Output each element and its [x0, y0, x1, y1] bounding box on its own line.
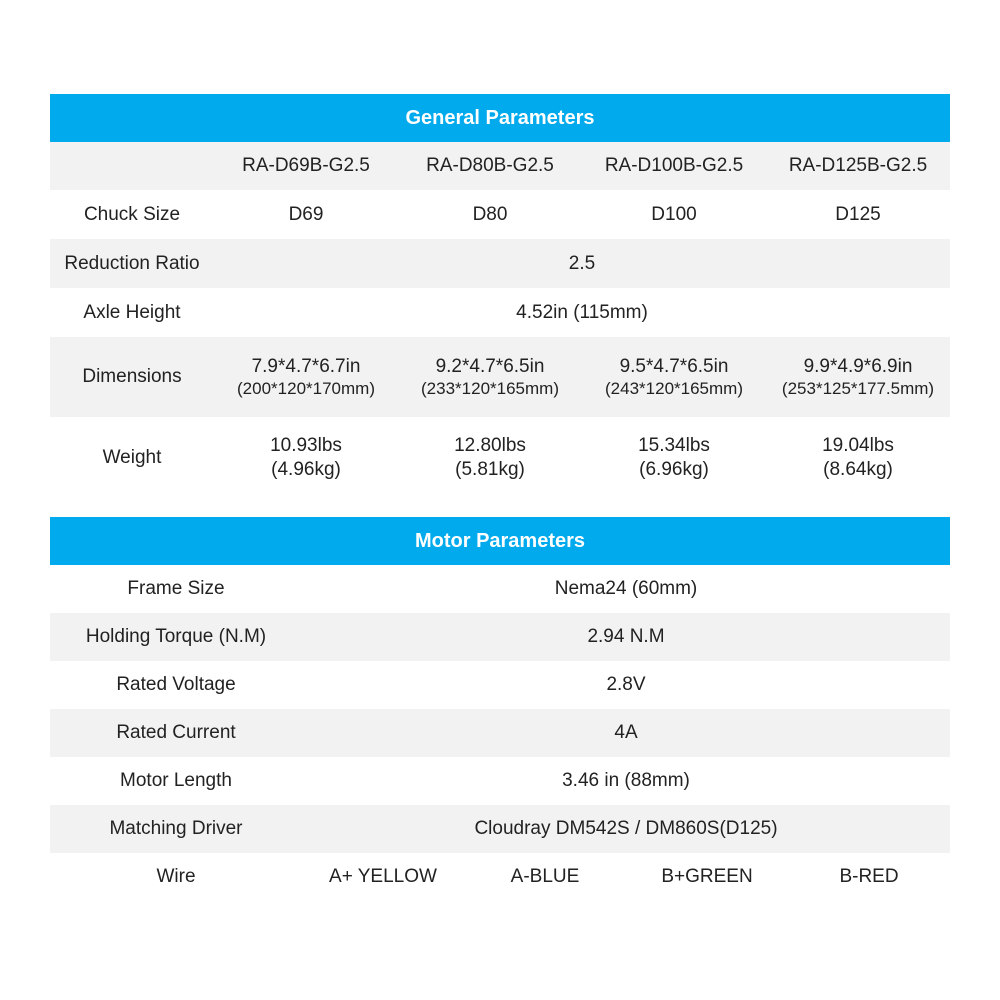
- reduction-ratio-row: [50, 239, 950, 288]
- matching-driver-row: [50, 805, 950, 853]
- motor-length-label: Motor Length: [120, 770, 232, 792]
- model-name: RA-D80B-G2.5: [426, 155, 554, 177]
- rated-current-row: [50, 709, 950, 757]
- chuck-size-value: D125: [835, 203, 881, 225]
- dimensions-label: Dimensions: [82, 366, 182, 388]
- holding-torque-label: Holding Torque (N.M): [85, 626, 267, 648]
- weight-value: [582, 434, 766, 482]
- rated-current-value: 4A: [614, 722, 638, 744]
- dimensions-value: [766, 355, 950, 400]
- weight-value: [766, 434, 950, 482]
- frame-size-row: [50, 565, 950, 613]
- wire-value: A-BLUE: [510, 866, 580, 888]
- weight-lbs: 12.80lbs: [454, 435, 526, 457]
- dimensions-inches: 7.9*4.7*6.7in: [251, 355, 361, 377]
- chuck-size-value: D69: [288, 203, 324, 225]
- wire-row: [50, 853, 950, 901]
- general-parameters-table: [50, 94, 950, 499]
- dimensions-mm: (253*125*177.5mm): [781, 379, 935, 399]
- dimensions-mm: (233*120*165mm): [421, 379, 559, 399]
- holding-torque-value: 2.94 N.M: [587, 626, 665, 648]
- weight-kg: (5.81kg): [455, 459, 525, 480]
- general-parameters-header: [50, 94, 950, 142]
- wire-value: A+ YELLOW: [329, 866, 437, 888]
- dimensions-inches: 9.9*4.9*6.9in: [803, 355, 913, 377]
- model-name: RA-D100B-G2.5: [604, 155, 744, 177]
- rated-voltage-row: [50, 661, 950, 709]
- dimensions-value: [398, 355, 582, 400]
- weight-lbs: 10.93lbs: [270, 435, 342, 457]
- dimensions-row: [50, 337, 950, 417]
- matching-driver-label: Matching Driver: [109, 818, 243, 840]
- dimensions-value: [582, 355, 766, 400]
- wire-value: B-RED: [839, 866, 899, 888]
- chuck-size-value: D100: [651, 203, 697, 225]
- motor-parameters-table: [50, 517, 950, 901]
- dimensions-inches: 9.2*4.7*6.5in: [435, 355, 545, 377]
- dimensions-mm: (243*120*165mm): [605, 379, 743, 399]
- general-parameters-title: General Parameters: [405, 106, 595, 129]
- reduction-ratio-label: Reduction Ratio: [64, 252, 200, 274]
- weight-kg: (6.96kg): [639, 459, 709, 480]
- weight-kg: (4.96kg): [271, 459, 341, 480]
- weight-label: Weight: [102, 447, 162, 469]
- dimensions-mm: (200*120*170mm): [237, 379, 375, 399]
- weight-value: [398, 434, 582, 482]
- weight-row: [50, 417, 950, 499]
- weight-lbs: 19.04lbs: [822, 435, 894, 457]
- model-name: RA-D125B-G2.5: [788, 155, 928, 177]
- motor-parameters-title: Motor Parameters: [414, 529, 586, 552]
- weight-value: [214, 434, 398, 482]
- reduction-ratio-value: 2.5: [568, 252, 596, 274]
- matching-driver-value: Cloudray DM542S / DM860S(D125): [474, 818, 778, 840]
- wire-label: Wire: [156, 866, 196, 888]
- rated-voltage-label: Rated Voltage: [116, 674, 236, 696]
- weight-lbs: 15.34lbs: [638, 435, 710, 457]
- axle-height-row: [50, 288, 950, 337]
- motor-parameters-header: [50, 517, 950, 565]
- frame-size-value: Nema24 (60mm): [554, 578, 698, 600]
- chuck-size-label: Chuck Size: [83, 203, 181, 225]
- dimensions-value: [214, 355, 398, 400]
- chuck-size-value: D80: [472, 203, 508, 225]
- axle-height-value: 4.52in (115mm): [516, 301, 648, 323]
- rated-current-label: Rated Current: [116, 722, 236, 744]
- axle-height-label: Axle Height: [83, 301, 181, 323]
- motor-length-row: [50, 757, 950, 805]
- model-name: RA-D69B-G2.5: [242, 155, 370, 177]
- frame-size-label: Frame Size: [127, 578, 225, 600]
- dimensions-inches: 9.5*4.7*6.5in: [619, 355, 729, 377]
- motor-length-value: 3.46 in (88mm): [562, 770, 690, 792]
- weight-kg: (8.64kg): [823, 459, 893, 480]
- wire-value: B+GREEN: [661, 866, 753, 888]
- chuck-size-row: [50, 190, 950, 239]
- model-header-row: [50, 142, 950, 190]
- rated-voltage-value: 2.8V: [606, 674, 646, 696]
- holding-torque-row: [50, 613, 950, 661]
